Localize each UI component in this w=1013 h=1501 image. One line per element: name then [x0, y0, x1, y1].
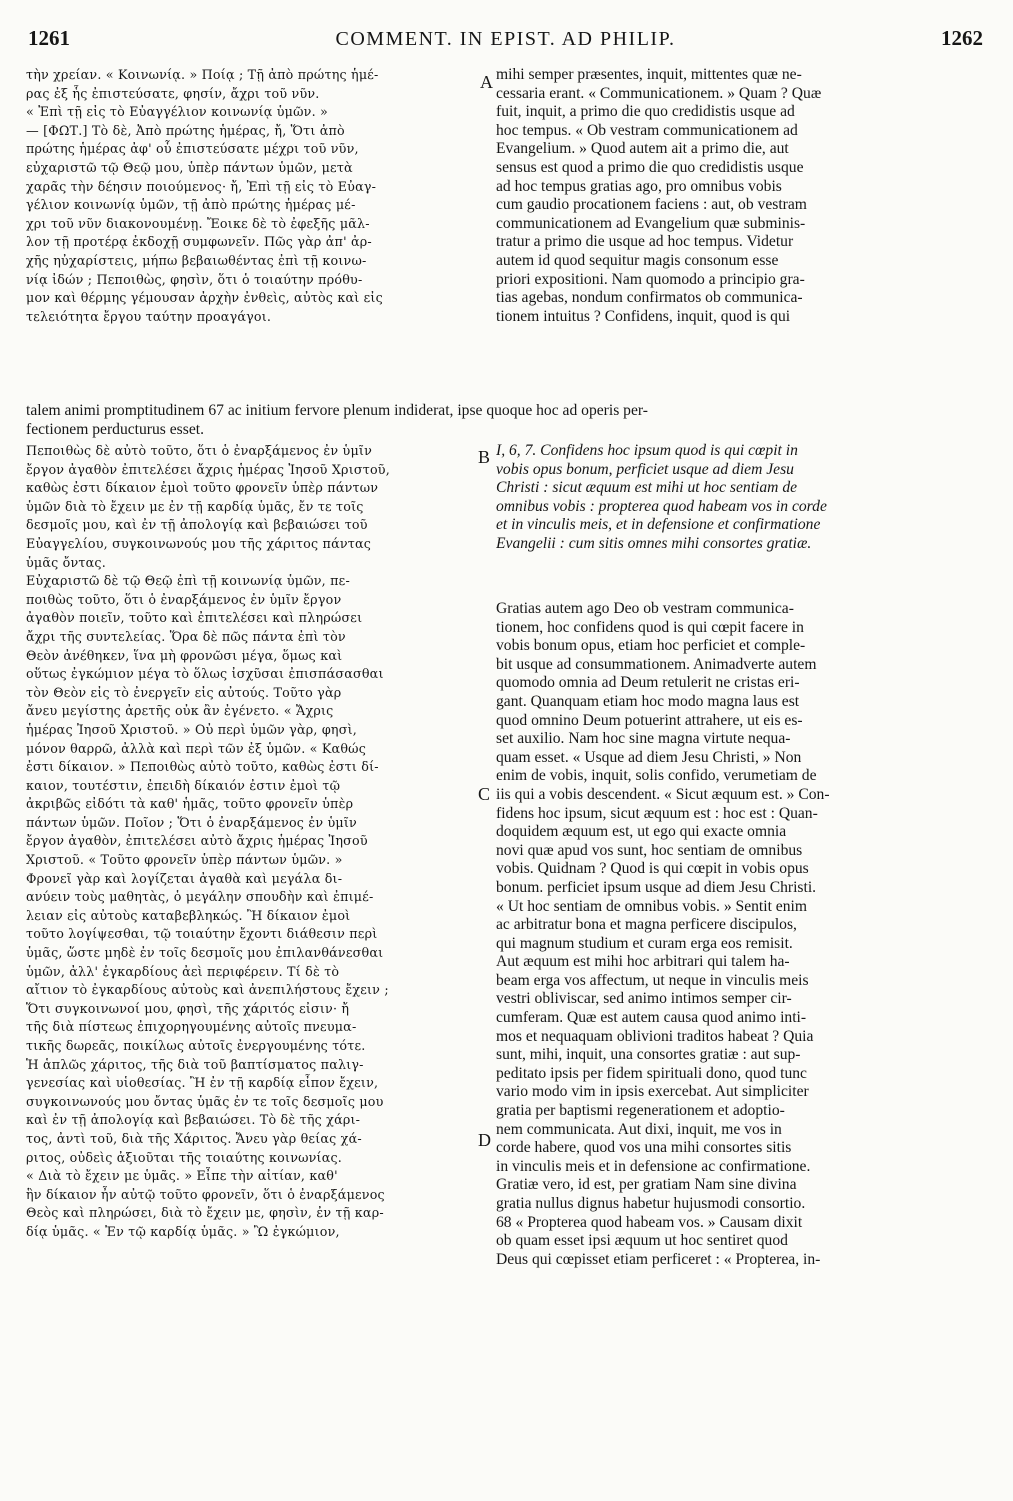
text-line: peditato ipsis per fidem spirituali dono, quod tunc [496, 1064, 807, 1082]
text-line: autem id quod sequitur magis consonum esse [496, 251, 779, 269]
text-line: quomodo omnia ad Deum retulerit ne cristas eri- [496, 674, 800, 692]
text-line: qui magnum studium et curam erga eos remisit. [496, 934, 793, 952]
text-line: tionem intuitus ? Confidens, inquit, quod is qui [496, 307, 791, 325]
text-line: ὑμῶν, ἀλλ' ἐγκαρδίους ἀεὶ περιφέρειν. Τί δὲ τὸ [26, 963, 340, 979]
text-line: Aut æquum est mihi hoc arbitrari qui talem ha- [496, 953, 790, 971]
text-line: doquidem æquum est, ut ego qui exacte omnia [496, 823, 787, 841]
text-line: — [ΦΩΤ.] Τὸ δὲ, Ἀπὸ πρώτης ἡμέρας, ἤ, Ὅτι ἀπὸ [26, 122, 345, 138]
text-line: et in vinculis meis, et in defensione et confirmatione [496, 516, 821, 534]
text-line: ἔργον ἀγαθὸν ἐπιτελέσει ἄχρις ἡμέρας Ἰησοῦ Χριστοῦ, [26, 461, 390, 477]
text-line: communicationem ad Evangelium quæ subminis- [496, 214, 806, 232]
text-line: εὐχαριστῶ τῷ Θεῷ μου, ὑπὲρ πάντων ὑμῶν, μετὰ [26, 159, 353, 175]
text-line: πρώτης ἡμέρας ἀφ' οὗ ἐπιστεύσατε μέχρι τοῦ νῦν, [26, 141, 359, 157]
text-line: tionem, hoc confidens quod is qui cœpit facere in [496, 618, 804, 636]
text-line: τελειότητα ἔργου ταύτην προαγάγοι. [26, 308, 272, 324]
text-line: ὑμᾶς, ὥστε μηδὲ ἐν τοῖς δεσμοῖς μου ἐπιλανθάνεσθαι [26, 945, 384, 961]
text-line: gratia nullus dignus habetur hujusmodi consortio. [496, 1195, 806, 1212]
text-line: I, 6, 7. Confidens hoc ipsum quod is qui cœpit in [496, 442, 798, 459]
text-line: Πεποιθὼς δὲ αὐτὸ τοῦτο, ὅτι ὁ ἐναρξάμενος ἐν ὑμῖν [26, 443, 373, 458]
text-line: καθὼς ἐστι δίκαιον ἐμοὶ τοῦτο φρονεῖν ὑπὲρ πάντων [26, 480, 379, 496]
text-line: Χριστοῦ. « Τοῦτο φρονεῖν ὑπὲρ πάντων ὑμῶν. » [26, 852, 343, 868]
text-line: νίᾳ ἰδών ; Πεποιθὼς, φησὶν, ὅτι ὁ τοιαύτην πρόθυ- [26, 271, 363, 287]
text-line: ρας ἐξ ἧς ἐπιστεύσατε, φησίν, ἄχρι τοῦ νῦν. [26, 85, 320, 101]
left-page-number: 1261 [28, 26, 70, 50]
text-line: vario modo vim in ipsis exercebat. Aut simpliciter [496, 1083, 809, 1101]
text-line: sensus est quod a primo die quo credidistis usque [496, 158, 804, 176]
text-line: Θεὸν ἀνέθηκεν, ἵνα μὴ φρονῶσι μέγα, ὅμως καὶ [26, 647, 343, 663]
text-line: Θεὸς καὶ πληρώσει, διὰ τὸ ἔχειν με, φησὶν, ἐν τῇ καρ- [26, 1205, 384, 1221]
text-line: set auxilio. Nam hoc sine magna virtute nequa- [496, 730, 791, 748]
text-line: συγκοινωνούς μου ὄντας ὑμᾶς ἐν τε τοῖς δεσμοῖς μου [26, 1093, 384, 1109]
text-line: Gratiæ vero, id est, per gratiam Nam sine divina [496, 1176, 797, 1194]
latin-column-top [496, 66, 986, 326]
text-line: πάντων ὑμῶν. Ποῖον ; Ὅτι ὁ ἐναρξάμενος ἐν ὑμῖν [26, 814, 357, 830]
margin-marker-b: B [478, 447, 491, 467]
text-line: fuit, inquit, a primo die quo credidistis usque ad [496, 103, 795, 121]
text-line: 68 « Propterea quod habeam vos. » Causam dixit [496, 1213, 803, 1231]
text-line: quam esset. « Usque ad diem Jesu Christi, » Non [496, 748, 802, 766]
full-width-passage [26, 402, 988, 439]
right-page-number: 1262 [941, 26, 983, 50]
text-line: tratur a primo die usque ad hoc tempus. Videtur [496, 233, 794, 251]
text-line: cumferam. Quæ est autem causa quod animo inti- [496, 1009, 807, 1027]
text-line: iis qui a vobis descendent. « Sicut æquum est. » Con- [496, 785, 830, 803]
text-line: Christi : sicut æquum est mihi ut hoc sentiam de [496, 479, 798, 497]
text-line: « Ut hoc sentiam de omnibus vobis. » Sentit enim [496, 897, 807, 915]
text-line: fectionem perducturus esset. [26, 420, 204, 438]
text-line: novi quæ apud vos sunt, hoc sentiam de omnibus [496, 841, 803, 859]
text-line: ἀκριβῶς εἰδότι τὰ καθ' ἡμᾶς, τοῦτο φρονεῖν ὑπὲρ [26, 796, 354, 812]
text-line: χῆς ηὐχαρίστεις, μήπω βεβαιωθέντας ἐπὶ τῇ κοινω- [26, 252, 367, 268]
text-line: mihi semper præsentes, inquit, mittentes quæ ne- [496, 66, 802, 83]
text-line: quod omnino Deum potuerint attrahere, ut eis es- [496, 711, 803, 729]
greek-column-top [26, 66, 488, 326]
text-line: mos et nequaquam oblivioni traditos habeat ? Quia [496, 1027, 814, 1045]
text-line: nem communicata. Aut dixi, inquit, me vos in [496, 1120, 782, 1138]
text-line: Ἡ ἁπλῶς χάριτος, τῆς διὰ τοῦ βαπτίσματος παλιγ- [26, 1056, 364, 1072]
margin-marker-a: A [480, 72, 493, 92]
text-line: ἄχρι τῆς συντελείας. Ὅρα δὲ πῶς πάντα ἐπὶ τὸν [26, 628, 346, 644]
text-line: ἣν δίκαιον ἦν αὐτῷ τοῦτο φρονεῖν, ὅτι ὁ ἐναρξάμενος [26, 1186, 385, 1202]
text-line: bit usque ad consummationem. Animadverte autem [496, 655, 817, 673]
margin-marker-c: C [478, 784, 491, 804]
text-line: ὑμῶν διὰ τὸ ἔχειν με ἐν τῇ καρδίᾳ ὑμᾶς, ἔν τε τοῖς [26, 498, 364, 514]
text-line: τικῆς δωρεᾶς, ποικίλως αὐτοῖς ἐνεργουμένης τότε. [26, 1038, 366, 1053]
text-line: ἄνευ μεγίστης ἀρετῆς οὐκ ἂν ἐγένετο. « Ἄχρις [26, 703, 334, 719]
text-line: δεσμοῖς μου, καὶ ἐν τῇ ἀπολογίᾳ καὶ βεβαιώσει τοῦ [26, 517, 368, 533]
text-line: « Διὰ τὸ ἔχειν με ὑμᾶς. » Εἶπε τὴν αἰτίαν, καθ' [26, 1168, 338, 1184]
text-line: ἔργον ἀγαθὸν, ἐπιτελέσει αὐτὸ ἄχρις ἡμέρας Ἰησοῦ [26, 833, 368, 849]
text-line: γενεσίας καὶ υἱοθεσίας. Ἢ ἐν τῇ καρδίᾳ εἶπον ἔχειν, [26, 1075, 379, 1091]
running-title: COMMENT. IN EPIST. AD PHILIP. [335, 28, 676, 50]
text-line: ανύειν τοὺς μαθητὰς, ὁ μεγάλην σπουδὴν καὶ ἐπιμέ- [26, 889, 374, 905]
text-line: « Ἐπὶ τῇ εἰς τὸ Εὐαγγέλιον κοινωνίᾳ ὑμῶν. » [26, 104, 329, 120]
text-line: τὴν χρείαν. « Κοινωνίᾳ. » Ποίᾳ ; Τῇ ἀπὸ πρώτης ἡμέ- [26, 67, 379, 82]
text-line: cessaria erant. « Communicationem. » Quam ? Quæ [496, 84, 822, 102]
text-line: ποιθὼς τοῦτο, ὅτι ὁ ἐναρξάμενος ἐν ὑμῖν ἔργον [26, 591, 342, 607]
text-line: ac arbitratur bona et magna perficere discipulos, [496, 916, 797, 934]
text-line: ριτος, οὐδεὶς ἀξιοῦται τῆς τοιαύτης κοινωνίας. [26, 1149, 343, 1165]
text-line: Ὅτι συγκοινωνοί μου, φησὶ, τῆς χάριτός εἰσιν· ἤ [26, 1000, 350, 1016]
text-line: μόνον θαρρῶ, ἀλλὰ καὶ περὶ τῶν ἐξ ὑμῶν. « Καθώς [26, 740, 367, 756]
text-line: Gratias autem ago Deo ob vestram communica- [496, 600, 794, 617]
text-line: talem animi promptitudinem 67 ac initium fervore plenum indiderat, ipse quoque hoc ad operis per- [26, 402, 648, 419]
text-line: corde habere, quod vos una mihi consortes sitis [496, 1139, 792, 1157]
page-header [28, 22, 983, 62]
text-line: μον καὶ θέρμης γέμουσαν ἀρχὴν ἐνθεὶς, αὐτὸς καὶ εἰς [26, 290, 383, 306]
text-line: τὸν Θεὸν εἰς τὸ ἐνεργεῖν εἰς αὐτούς. Τοῦτο γὰρ [26, 684, 342, 700]
text-line: fidens hoc ipsum, sicut æquum est : hoc est : Quan- [496, 804, 818, 822]
text-line: τῆς διὰ πίστεως ἐπιχορηγουμένης αὐτοῖς πνευμα- [26, 1019, 357, 1035]
text-line: Εὐαγγελίου, συγκοινωνούς μου τῆς χάριτος πάντας [26, 535, 372, 551]
text-line: χρι τοῦ νῦν διακονουμένῃ. Ἔοικε δὲ τὸ ἐφεξῆς μᾶλ- [26, 215, 370, 231]
text-line: τος, ἀντὶ τοῦ, διὰ τῆς Χάριτος. Ἄνευ γὰρ θείας χά- [26, 1130, 362, 1146]
text-line: tias agebas, nondum confirmatos ob communica- [496, 289, 803, 307]
text-line: χαρᾶς τὴν δέησιν ποιούμενος· ἤ, Ἐπὶ τῇ εἰς τὸ Εὐαγ- [26, 178, 377, 194]
text-line: hoc tempus. « Ob vestram communicationem ad [496, 121, 798, 139]
margin-marker-d: D [478, 1130, 491, 1150]
text-line: ad hoc tempus gratias ago, pro omnibus vobis [496, 177, 782, 195]
text-line: δίᾳ ὑμᾶς. « Ἐν τῷ καρδίᾳ ὑμᾶς. » Ὢ ἐγκώμιον, [26, 1223, 340, 1239]
latin-scripture-verse [496, 442, 986, 554]
text-line: Evangelium. » Quod autem ait a primo die, aut [496, 140, 789, 158]
greek-column-main [26, 442, 491, 1242]
text-line: vestri obliviscar, sed animo intimos semper cir- [496, 990, 792, 1008]
text-line: αἴτιον τὸ ἐγκαρδίους αὐτοὺς καὶ ἀνεπιλήστους ἔχειν ; [26, 982, 389, 998]
text-line: vobis opus bonum, perficiet usque ad diem Jesu [496, 460, 794, 478]
text-line: vobis. Quidnam ? Quod is qui cœpit in vobis opus [496, 860, 809, 878]
text-line: οὕτως ἐγκώμιον μέγα τὸ ὅλως ἰσχῦσαι ἐπισπάσασθαι [26, 666, 384, 682]
text-line: καὶ ἐν τῇ ἀπολογίᾳ καὶ βεβαιώσει. Τὸ δὲ τῆς χάρι- [26, 1112, 361, 1128]
text-line: bonum. perficiet ipsum usque ad diem Jesu Christi. [496, 878, 817, 896]
text-line: ἡμέρας Ἰησοῦ Χριστοῦ. » Οὐ περὶ ὑμῶν γὰρ, φησὶ, [26, 721, 358, 737]
text-line: cum gaudio procationem faciens : aut, ob vestram [496, 196, 807, 214]
text-line: Evangelii : cum sitis omnes mihi consortes gratiæ. [496, 534, 812, 552]
text-line: ἀγαθὸν ποιεῖν, τοῦτο καὶ ἐπιτελέσει καὶ πληρώσει [26, 610, 363, 626]
text-line: beam erga vos affectum, ut neque in vinculis meis [496, 971, 809, 989]
text-line: λειαν εἰς αὐτοὺς καταβεβληκώς. Ἢ δίκαιον ἐμοὶ [26, 907, 351, 923]
text-line: sunt, mihi, inquit, una consortes gratiæ : aut sup- [496, 1046, 801, 1064]
text-line: Φρονεῖ γὰρ καὶ λογίζεται ἀγαθὰ καὶ μεγάλα δι- [26, 870, 343, 886]
text-line: ὑμᾶς ὄντας. [26, 554, 106, 570]
text-line: gant. Quanquam etiam hoc modo magna laus est [496, 692, 800, 710]
text-line: gratia per baptismi regenerationem et adoptio- [496, 1102, 785, 1120]
text-line: vobis bonum opus, etiam hoc perficiet et comple- [496, 637, 806, 655]
text-line: in vinculis meis et in defensione ac confirmatione. [496, 1157, 811, 1175]
text-line: omnibus vobis : propterea quod habeam vos in corde [496, 497, 827, 515]
text-line: Εὐχαριστῶ δὲ τῷ Θεῷ ἐπὶ τῇ κοινωνίᾳ ὑμῶν, πε- [26, 573, 350, 589]
text-line: enim de vobis, inquit, solis confido, verumetiam de [496, 767, 817, 785]
text-line: καιον, τουτέστιν, ἐπειδὴ δίκαιόν ἐστιν ἐμοὶ τῷ [26, 777, 341, 793]
text-line: Deus qui cœpisset etiam perficeret : « Propterea, in- [496, 1250, 821, 1268]
text-line: ob quam esset ipsi æquum ut hoc sentiret quod [496, 1232, 788, 1250]
text-line: λον τῇ προτέρᾳ ἐκδοχῇ συμφωνεῖν. Πῶς γὰρ ἀπ' ἀρ- [26, 234, 372, 250]
text-line: γέλιον κοινωνίᾳ ὑμῶν, τῇ ἀπὸ πρώτης ἡμέρας μέ- [26, 197, 356, 213]
text-line: τοῦτο λογίψεσθαι, τῷ τοιαύτην ἔχοντι διάθεσιν περὶ [26, 926, 378, 942]
latin-column-main [496, 600, 986, 1269]
text-line: priori expositioni. Nam quomodo a principio gra- [496, 270, 805, 288]
text-line: ἐστι δίκαιον. » Πεποιθὼς αὐτὸ τοῦτο, καθὼς ἐστι δί- [26, 759, 379, 775]
